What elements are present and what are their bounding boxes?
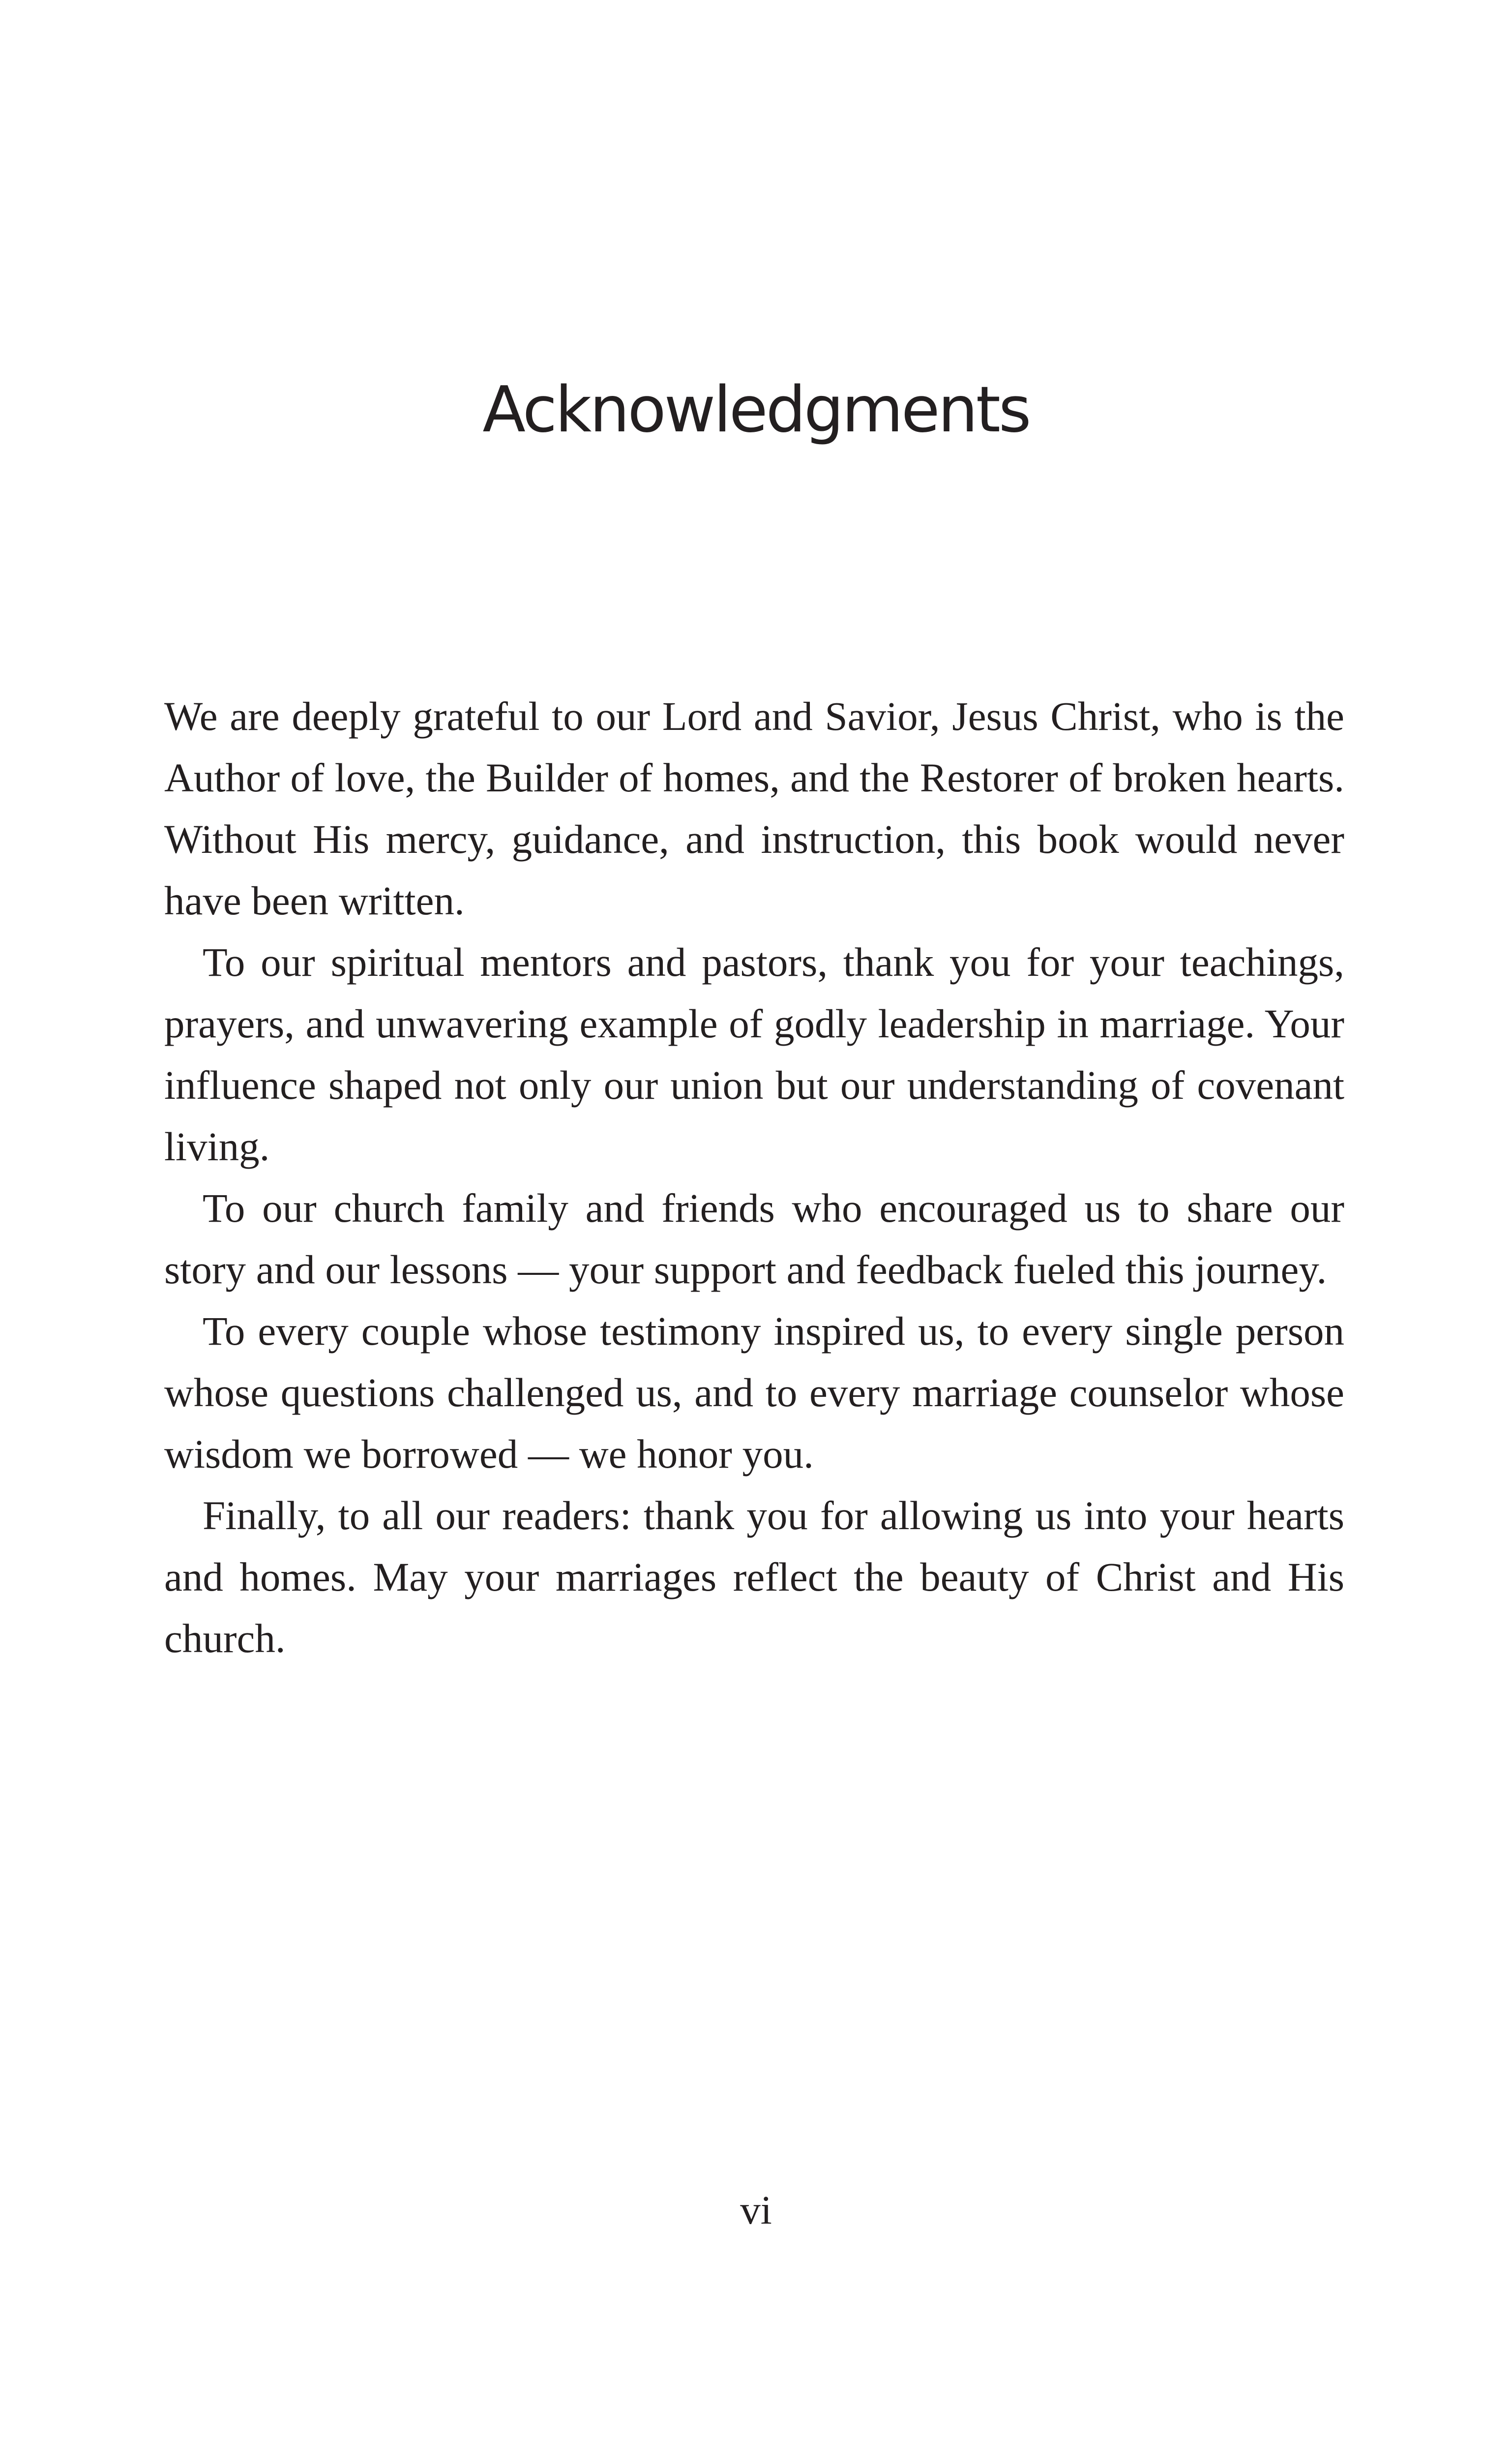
page-title: Acknowledgments: [482, 373, 1030, 447]
page-number: vi: [740, 2187, 772, 2232]
paragraph: Finally, to all our readers: thank you for allowing us into your hearts and homes. May your marriages reflect the beauty of Christ and His church.: [164, 1493, 1344, 1661]
paragraph: We are deeply grateful to our Lord and Savior, Jesus Christ, who is the Author of love, the Builder of homes, and the Restorer of broken hearts. Without His mercy, guidance, and instruction, this book would never have been written.: [164, 694, 1344, 923]
paragraph: To every couple whose testimony inspired us, to every single person whose questions challenged us, and to every marriage counselor whose wisdom we borrowed — we honor you.: [164, 1308, 1344, 1477]
paragraph: To our spiritual mentors and pastors, thank you for your teachings, prayers, and unwavering example of godly leadership in marriage. Your influence shaped not only our union but our understanding of covenant living.: [164, 939, 1344, 1169]
acknowledgments-body: [164, 686, 1344, 1669]
paragraph: To our church family and friends who encouraged us to share our story and our lessons — your support and feedback fueled this journey.: [164, 1185, 1344, 1292]
